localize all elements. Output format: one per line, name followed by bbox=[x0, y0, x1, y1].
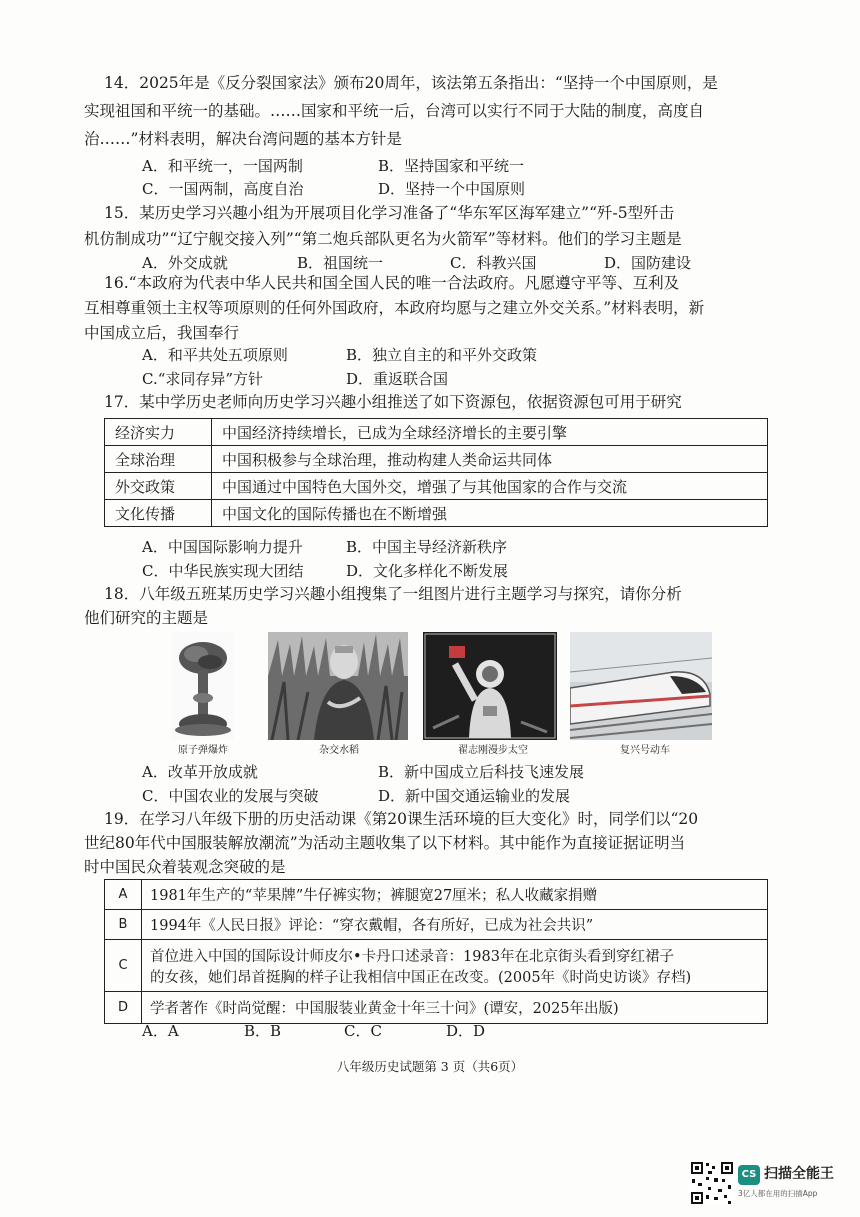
q15-line-1: 15．某历史学习兴趣小组为开展项目化学习准备了“华东军区海军建立”“歼-5型歼击 bbox=[104, 204, 675, 222]
q14-option-c: C．一国两制，高度自治 bbox=[142, 180, 304, 198]
q15-option-b: B．祖国统一 bbox=[297, 254, 384, 272]
q19-option-c: C．C bbox=[344, 1022, 382, 1040]
q17-resource-table bbox=[104, 418, 768, 527]
q14-line-3: 治……”材料表明，解决台湾问题的基本方针是 bbox=[84, 130, 402, 148]
caption-atomic-bomb: 原子弹爆炸 bbox=[178, 745, 228, 756]
q17-row-key: 经济实力 bbox=[105, 419, 212, 446]
q16-option-d: D．重返联合国 bbox=[346, 370, 449, 388]
q14-line-2: 实现祖国和平统一的基础。……国家和平统一后，台湾可以实行不同于大陆的制度，高度自 bbox=[84, 102, 705, 120]
q17-row-key: 外交政策 bbox=[105, 473, 212, 500]
q17-option-c: C．中华民族实现大团结 bbox=[142, 562, 304, 580]
q19-option-b: B．B bbox=[244, 1022, 282, 1040]
q17-table-row bbox=[105, 500, 768, 527]
caption-hybrid-rice: 杂交水稻 bbox=[319, 745, 359, 756]
q19-table-row bbox=[105, 940, 768, 992]
q19-row-label: C bbox=[105, 940, 142, 992]
q16-option-b: B．独立自主的和平外交政策 bbox=[346, 346, 538, 364]
q19-row-text: 学者著作《时尚觉醒：中国服装业黄金十年三十问》(谭安，2025年出版) bbox=[142, 992, 768, 1024]
q17-row-value: 中国积极参与全球治理，推动构建人类命运共同体 bbox=[212, 446, 768, 473]
q19-row-text bbox=[142, 940, 768, 992]
q17-table-row bbox=[105, 473, 768, 500]
q18-option-b: B．新中国成立后科技飞速发展 bbox=[378, 763, 585, 781]
q17-row-key: 文化传播 bbox=[105, 500, 212, 527]
q16-line-2: 互相尊重领土主权等项原则的任何外国政府，本政府均愿与之建立外交关系。”材料表明，新 bbox=[84, 299, 705, 317]
q17-row-value: 中国通过中国特色大国外交，增强了与其他国家的合作与交流 bbox=[212, 473, 768, 500]
q14-option-b: B．坚持国家和平统一 bbox=[378, 157, 525, 175]
q18-option-d: D．新中国交通运输业的发展 bbox=[378, 787, 571, 805]
q17-table-row bbox=[105, 419, 768, 446]
camscanner-tagline: 3亿人都在用的扫描App bbox=[738, 1189, 818, 1198]
q18-line-1: 18．八年级五班某历史学习兴趣小组搜集了一组图片进行主题学习与探究，请你分析 bbox=[104, 585, 682, 603]
q19-line-2: 世纪80年代中国服装解放潮流”为活动主题收集了以下材料。其中能作为直接证据证明当 bbox=[84, 834, 686, 852]
q19-row-text-line: 首位进入中国的国际设计师皮尔•卡丹口述录音：1983年在北京街头看到穿红裙子 bbox=[150, 948, 674, 965]
atomic-bomb-photo bbox=[172, 632, 234, 740]
q17-option-d: D．文化多样化不断发展 bbox=[346, 562, 509, 580]
q14-option-d: D．坚持一个中国原则 bbox=[378, 180, 526, 198]
q17-table-row bbox=[105, 446, 768, 473]
q19-option-a: A．A bbox=[142, 1022, 179, 1040]
camscanner-name: 扫描全能王 bbox=[764, 1166, 834, 1182]
q19-table-row bbox=[105, 880, 768, 910]
q19-line-3: 时中国民众着装观念突破的是 bbox=[84, 858, 286, 876]
q19-row-text: 1981年生产的“苹果牌”牛仔裤实物；裤腿宽27厘米；私人收藏家捐赠 bbox=[142, 880, 768, 910]
hybrid-rice-photo bbox=[268, 632, 408, 740]
qr-code-icon bbox=[690, 1161, 734, 1205]
q18-option-c: C．中国农业的发展与突破 bbox=[142, 787, 319, 805]
q19-option-d: D．D bbox=[446, 1022, 486, 1040]
q19-row-label: B bbox=[105, 910, 142, 940]
q18-line-2: 他们研究的主题是 bbox=[84, 609, 209, 627]
page-footer: 八年级历史试题第 3 页（共6页） bbox=[336, 1059, 524, 1074]
camscanner-logo-icon: CS bbox=[738, 1165, 760, 1185]
q16-option-c: C.“求同存异”方针 bbox=[142, 370, 264, 388]
q19-row-text-line: 的女孩，她们昂首挺胸的样子让我相信中国正在改变。(2005年《时尚史访谈》存档) bbox=[150, 969, 692, 986]
spacewalk-photo bbox=[423, 632, 557, 740]
q15-option-d: D．国防建设 bbox=[604, 254, 692, 272]
q19-table-row bbox=[105, 910, 768, 940]
q19-line-1: 19．在学习八年级下册的历史活动课《第20课生活环境的巨大变化》时，同学们以“20 bbox=[104, 810, 699, 828]
q19-row-label: A bbox=[105, 880, 142, 910]
q15-option-a: A．外交成就 bbox=[142, 254, 228, 272]
q17-option-a: A．中国国际影响力提升 bbox=[142, 538, 303, 556]
q14-line-1: 14．2025年是《反分裂国家法》颁布20周年，该法第五条指出：“坚持一个中国原则，是 bbox=[104, 74, 718, 92]
fuxing-train-photo bbox=[570, 632, 712, 740]
q15-option-c: C．科教兴国 bbox=[450, 254, 537, 272]
q18-option-a: A．改革开放成就 bbox=[142, 763, 258, 781]
q17-row-key: 全球治理 bbox=[105, 446, 212, 473]
q17-row-value: 中国经济持续增长，已成为全球经济增长的主要引擎 bbox=[212, 419, 768, 446]
q14-option-a: A．和平统一，一国两制 bbox=[142, 157, 303, 175]
q19-evidence-table bbox=[104, 879, 768, 1024]
q19-table-row bbox=[105, 992, 768, 1024]
q17-option-b: B．中国主导经济新秩序 bbox=[346, 538, 508, 556]
q16-option-a: A．和平共处五项原则 bbox=[142, 346, 288, 364]
q16-line-3: 中国成立后，我国奉行 bbox=[84, 324, 240, 342]
caption-spacewalk: 翟志刚漫步太空 bbox=[458, 745, 528, 756]
q19-row-text: 1994年《人民日报》评论：“穿衣戴帽，各有所好，已成为社会共识” bbox=[142, 910, 768, 940]
q16-line-1: 16.“本政府为代表中华人民共和国全国人民的唯一合法政府。凡愿遵守平等、互利及 bbox=[104, 274, 680, 292]
q19-row-label: D bbox=[105, 992, 142, 1024]
q15-line-2: 机仿制成功”“辽宁舰交接入列”“第二炮兵部队更名为火箭军”等材料。他们的学习主题是 bbox=[84, 230, 682, 248]
q17-line-1: 17．某中学历史老师向历史学习兴趣小组推送了如下资源包，依据资源包可用于研究 bbox=[104, 393, 682, 411]
q17-row-value: 中国文化的国际传播也在不断增强 bbox=[212, 500, 768, 527]
caption-fuxing-train: 复兴号动车 bbox=[620, 745, 670, 756]
